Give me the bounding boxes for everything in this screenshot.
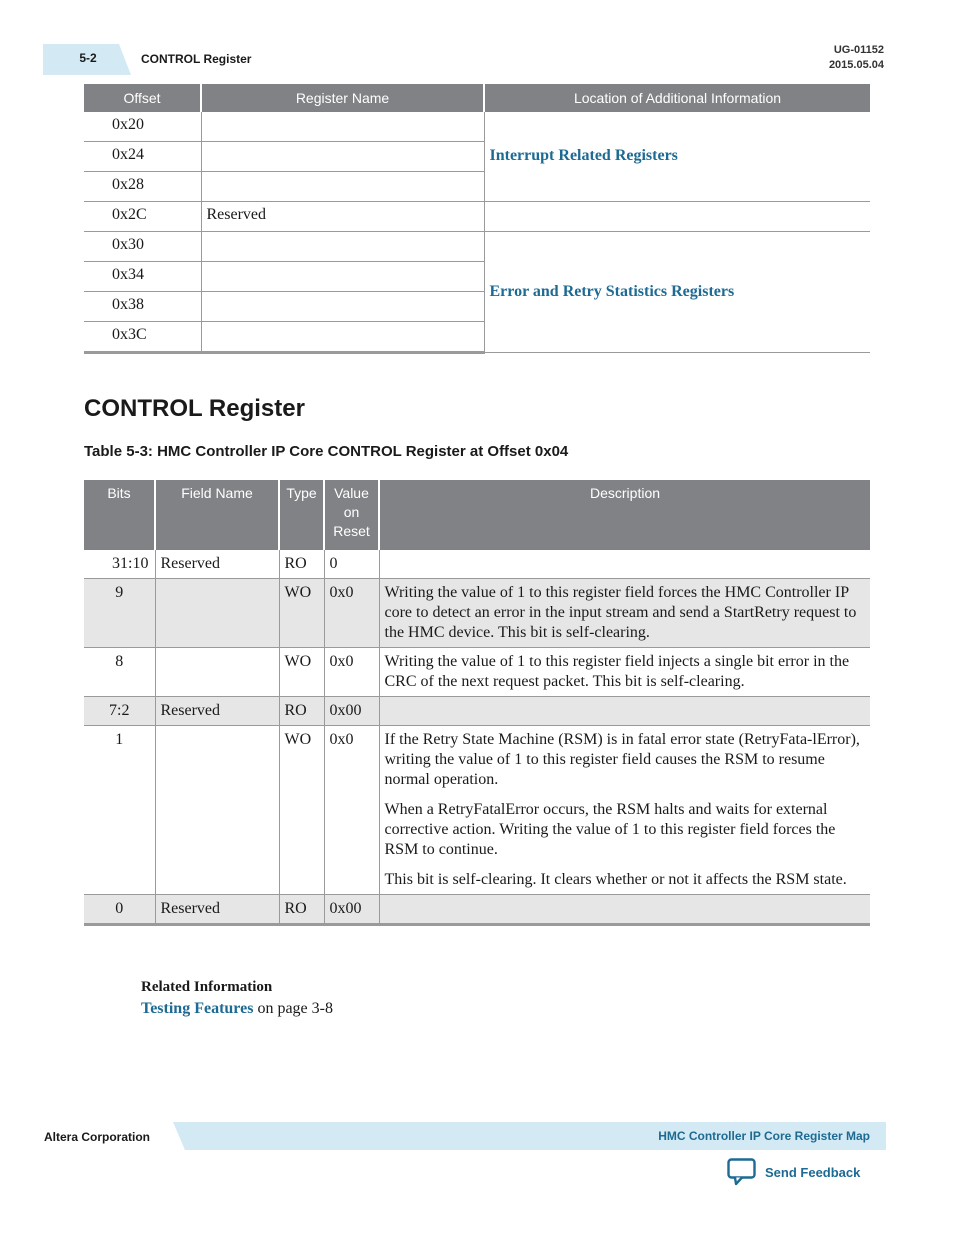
reset-value-cell: 0x0 <box>324 726 379 895</box>
description-paragraph: When a RetryFatalError occurs, the RSM halts and waits for external corrective action. Writing the value of 1 to this register field forces the RSM to continue. <box>384 801 836 858</box>
testing-features-link[interactable]: Testing Features <box>141 1000 254 1017</box>
register-name-cell: Reserved <box>201 202 484 232</box>
offset-cell: 0x30 <box>84 232 201 262</box>
doc-info <box>829 43 884 73</box>
doc-id: UG-01152 <box>833 44 884 56</box>
register-name-cell <box>201 172 484 202</box>
send-feedback-label: Send Feedback <box>765 1164 861 1180</box>
description-cell <box>379 895 870 925</box>
field-name-cell <box>155 726 279 895</box>
bits-cell: 31:10 <box>84 550 155 579</box>
column-header-offset: Offset <box>84 84 201 112</box>
description-paragraph: If the Retry State Machine (RSM) is in fatal error state (RetryFata-lError), writing the value of 1 to this register field causes the RSM to resume normal operation. <box>384 731 860 788</box>
table-row <box>84 697 870 726</box>
field-name-cell: Reserved <box>155 550 279 579</box>
offset-cell: 0x24 <box>84 142 201 172</box>
location-cell <box>484 202 870 232</box>
footer-chapter-link[interactable]: HMC Controller IP Core Register Map <box>658 1129 870 1143</box>
type-cell: RO <box>279 895 324 925</box>
description-paragraph: This bit is self-clearing. It clears whether or not it affects the RSM state. <box>384 871 847 888</box>
reset-value-cell: 0x0 <box>324 579 379 648</box>
type-cell: RO <box>279 697 324 726</box>
table-header-row <box>84 480 870 550</box>
running-header-title: CONTROL Register <box>141 52 252 66</box>
location-cell <box>484 112 870 202</box>
description-cell <box>379 550 870 579</box>
table-row <box>84 895 870 925</box>
related-information-heading: Related Information <box>141 979 273 995</box>
offset-cell: 0x2C <box>84 202 201 232</box>
reset-value-cell: 0 <box>324 550 379 579</box>
location-cell <box>484 232 870 353</box>
table-row <box>84 232 870 262</box>
description-cell: Writing the value of 1 to this register field forces the HMC Controller IP core to detect an error in the input stream and send a StartRetry request to the HMC device. This bit is self-clearing. <box>379 579 870 648</box>
register-name-cell <box>201 142 484 172</box>
table-row <box>84 579 870 648</box>
reset-value-cell: 0x00 <box>324 895 379 925</box>
page-number: 5-2 <box>79 51 97 65</box>
column-header-field-name: Field Name <box>155 480 279 550</box>
section-title: CONTROL Register <box>84 395 305 422</box>
bits-cell: 7:2 <box>84 697 155 726</box>
bits-cell: 0 <box>84 895 155 925</box>
description-cell: Writing the value of 1 to this register field injects a single bit error in the CRC of the next request packet. This bit is self-clearing. <box>379 648 870 697</box>
register-name-cell <box>201 232 484 262</box>
bits-cell: 1 <box>84 726 155 895</box>
column-header-register-name: Register Name <box>201 84 484 112</box>
column-header-value-on-reset: Value on Reset <box>324 480 379 550</box>
table-row <box>84 726 870 895</box>
column-header-bits: Bits <box>84 480 155 550</box>
send-feedback-button[interactable] <box>727 1158 860 1186</box>
offset-cell: 0x3C <box>84 322 201 353</box>
column-header-location: Location of Additional Information <box>484 84 870 112</box>
table-row <box>84 550 870 579</box>
register-name-cell <box>201 292 484 322</box>
offset-cell: 0x38 <box>84 292 201 322</box>
field-name-cell <box>155 579 279 648</box>
field-name-cell: Reserved <box>155 895 279 925</box>
footer-company: Altera Corporation <box>44 1130 151 1144</box>
register-name-cell <box>201 322 484 353</box>
reset-value-cell: 0x00 <box>324 697 379 726</box>
table-row <box>84 202 870 232</box>
table-row <box>84 648 870 697</box>
type-cell: WO <box>279 726 324 895</box>
type-cell: RO <box>279 550 324 579</box>
column-header-description: Description <box>379 480 870 550</box>
register-name-cell <box>201 112 484 142</box>
related-link-page-ref: on page 3-8 <box>253 1000 333 1017</box>
description-cell <box>379 697 870 726</box>
table-row <box>84 112 870 142</box>
reset-value-cell: 0x0 <box>324 648 379 697</box>
register-offset-table <box>84 84 870 354</box>
type-cell: WO <box>279 648 324 697</box>
description-cell <box>379 726 870 895</box>
control-register-table <box>84 480 870 926</box>
type-cell: WO <box>279 579 324 648</box>
field-name-cell <box>155 648 279 697</box>
table-caption: Table 5-3: HMC Controller IP Core CONTROL Register at Offset 0x04 <box>84 443 569 460</box>
error-retry-statistics-link[interactable]: Error and Retry Statistics Registers <box>489 282 735 300</box>
column-header-type: Type <box>279 480 324 550</box>
table-header-row <box>84 84 870 112</box>
related-information-line <box>141 1000 333 1018</box>
interrupt-registers-link[interactable]: Interrupt Related Registers <box>489 147 678 164</box>
related-information <box>141 979 333 1018</box>
doc-date: 2015.05.04 <box>828 59 884 71</box>
bits-cell: 8 <box>84 648 155 697</box>
feedback-bubble-icon <box>727 1158 756 1186</box>
offset-cell: 0x20 <box>84 112 201 142</box>
register-name-cell <box>201 262 484 292</box>
field-name-cell: Reserved <box>155 697 279 726</box>
bits-cell: 9 <box>84 579 155 648</box>
offset-cell: 0x28 <box>84 172 201 202</box>
offset-cell: 0x34 <box>84 262 201 292</box>
